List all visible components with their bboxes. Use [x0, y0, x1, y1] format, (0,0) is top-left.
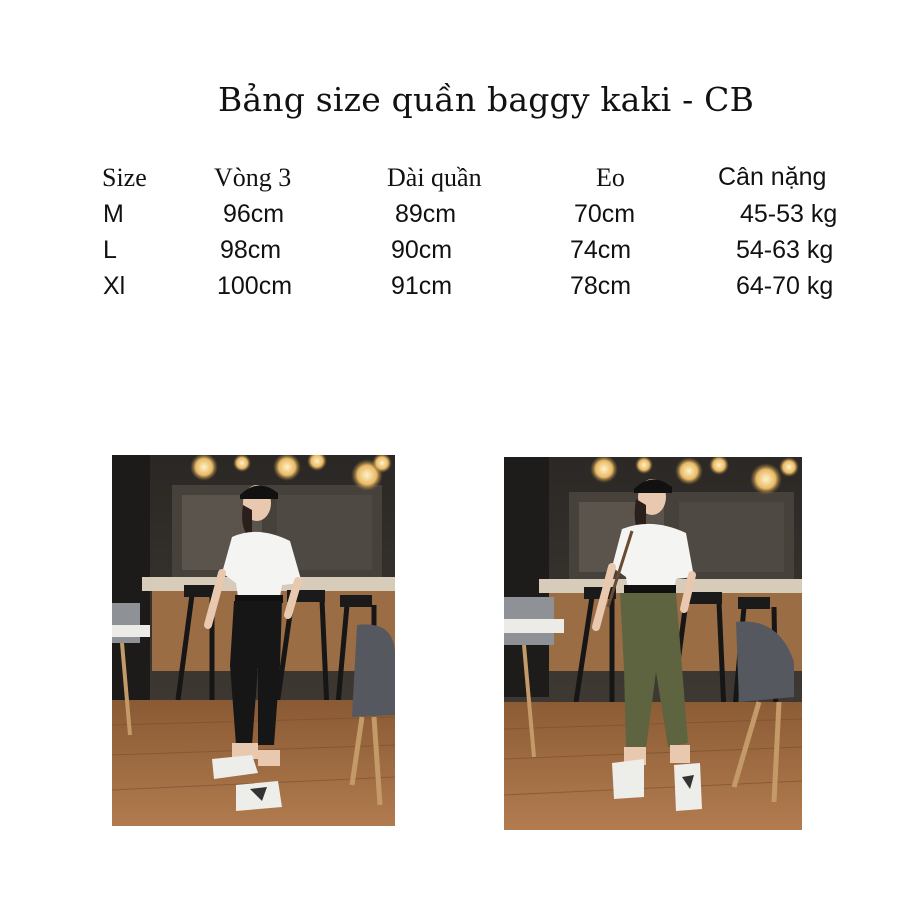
- product-photo-olive: [504, 457, 802, 830]
- row-l-weight: 54-63 kg: [736, 236, 834, 264]
- row-m-hip: 96cm: [223, 200, 285, 228]
- row-xl-weight: 64-70 kg: [736, 272, 834, 300]
- product-photo-black: [112, 455, 395, 826]
- header-size: Size: [102, 163, 147, 192]
- row-xl-length: 91cm: [391, 272, 453, 300]
- header-hip: Vòng 3: [214, 163, 292, 192]
- row-l-size: L: [103, 236, 117, 264]
- row-xl-size: Xl: [103, 272, 126, 300]
- row-xl-waist: 78cm: [570, 272, 632, 300]
- row-l-hip: 98cm: [220, 236, 282, 264]
- header-length: Dài quần: [387, 163, 482, 192]
- header-weight: Cân nặng: [718, 163, 827, 191]
- row-m-size: M: [103, 200, 124, 228]
- row-m-waist: 70cm: [574, 200, 636, 228]
- row-l-length: 90cm: [391, 236, 453, 264]
- row-m-weight: 45-53 kg: [740, 200, 838, 228]
- header-waist: Eo: [596, 163, 625, 192]
- row-m-length: 89cm: [395, 200, 457, 228]
- row-l-waist: 74cm: [570, 236, 632, 264]
- row-xl-hip: 100cm: [217, 272, 293, 300]
- page-title: Bảng size quần baggy kaki - CB: [217, 80, 755, 119]
